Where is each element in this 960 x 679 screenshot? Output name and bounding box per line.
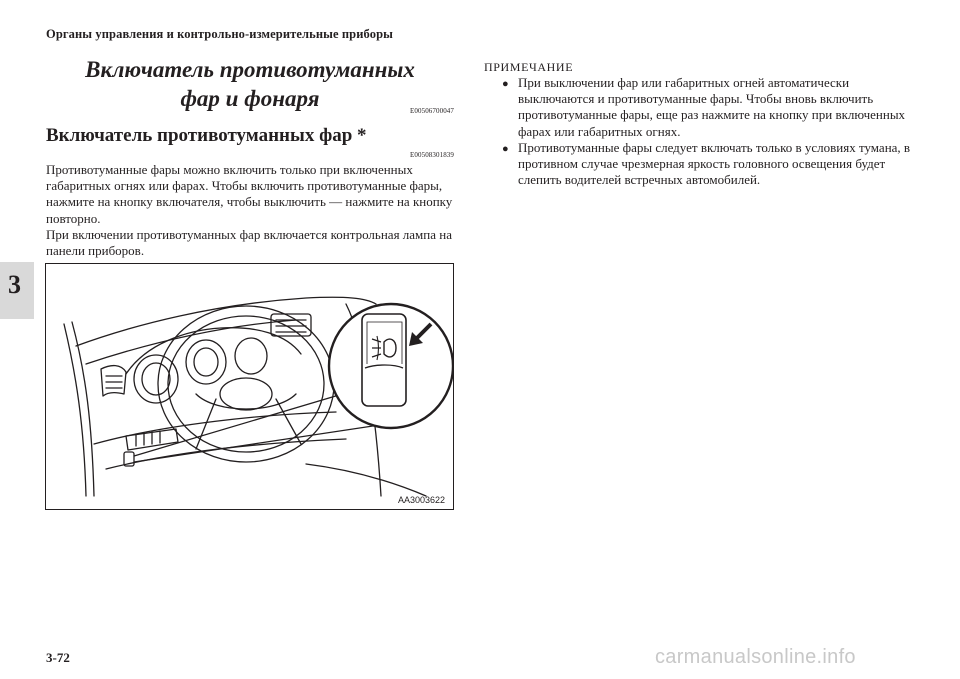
note-item: [502, 75, 912, 140]
page-number: 3-72: [46, 650, 70, 665]
note-list: [502, 75, 912, 188]
running-header: Органы управления и контрольно-измерительные приборы: [46, 27, 393, 41]
subsection-code: E00508301839: [410, 151, 454, 159]
section-code: E00506700047: [410, 107, 454, 115]
note-text: При выключении фар или габаритных огней автоматически выключаются и противотуманные фары. Чтобы вновь включить противотуманные фары, еще раз нажмите на кнопку при включенных фарах или габаритных огнях.: [518, 75, 906, 139]
chapter-number: 3: [8, 270, 21, 299]
section-title: [46, 55, 454, 113]
section-title-line-2: фар и фонаря: [180, 86, 320, 111]
figure-code: AA3003622: [397, 495, 445, 505]
watermark: carmanualsonline.info: [655, 646, 856, 668]
body-text: [46, 162, 456, 259]
dashboard-illustration: [45, 263, 454, 510]
note-text: Противотуманные фары следует включать только в условиях тумана, в противном случае чрезмерная яркость головного освещения будет слепить водителей встречных автомобилей.: [518, 139, 911, 188]
note-item: [502, 140, 912, 189]
subsection-title: Включатель противотуманных фар *: [46, 125, 367, 146]
body-paragraph-1: Противотуманные фары можно включить только при включенных габаритных огнях или фарах. Чтобы включить противотуманные фары, нажмите на кнопку включателя, чтобы выключить — нажмите на кнопку повторно.: [46, 162, 453, 226]
section-title-line-1: Включатель противотуманных: [85, 57, 415, 82]
bullet-icon: ●: [502, 142, 509, 155]
note-heading: ПРИМЕЧАНИЕ: [484, 60, 574, 74]
body-paragraph-2: При включении противотуманных фар включается контрольная лампа на панели приборов.: [46, 226, 452, 259]
fog-light-switch-icon: [362, 314, 406, 406]
bullet-icon: ●: [502, 78, 509, 90]
dashboard-drawing: [46, 264, 454, 510]
